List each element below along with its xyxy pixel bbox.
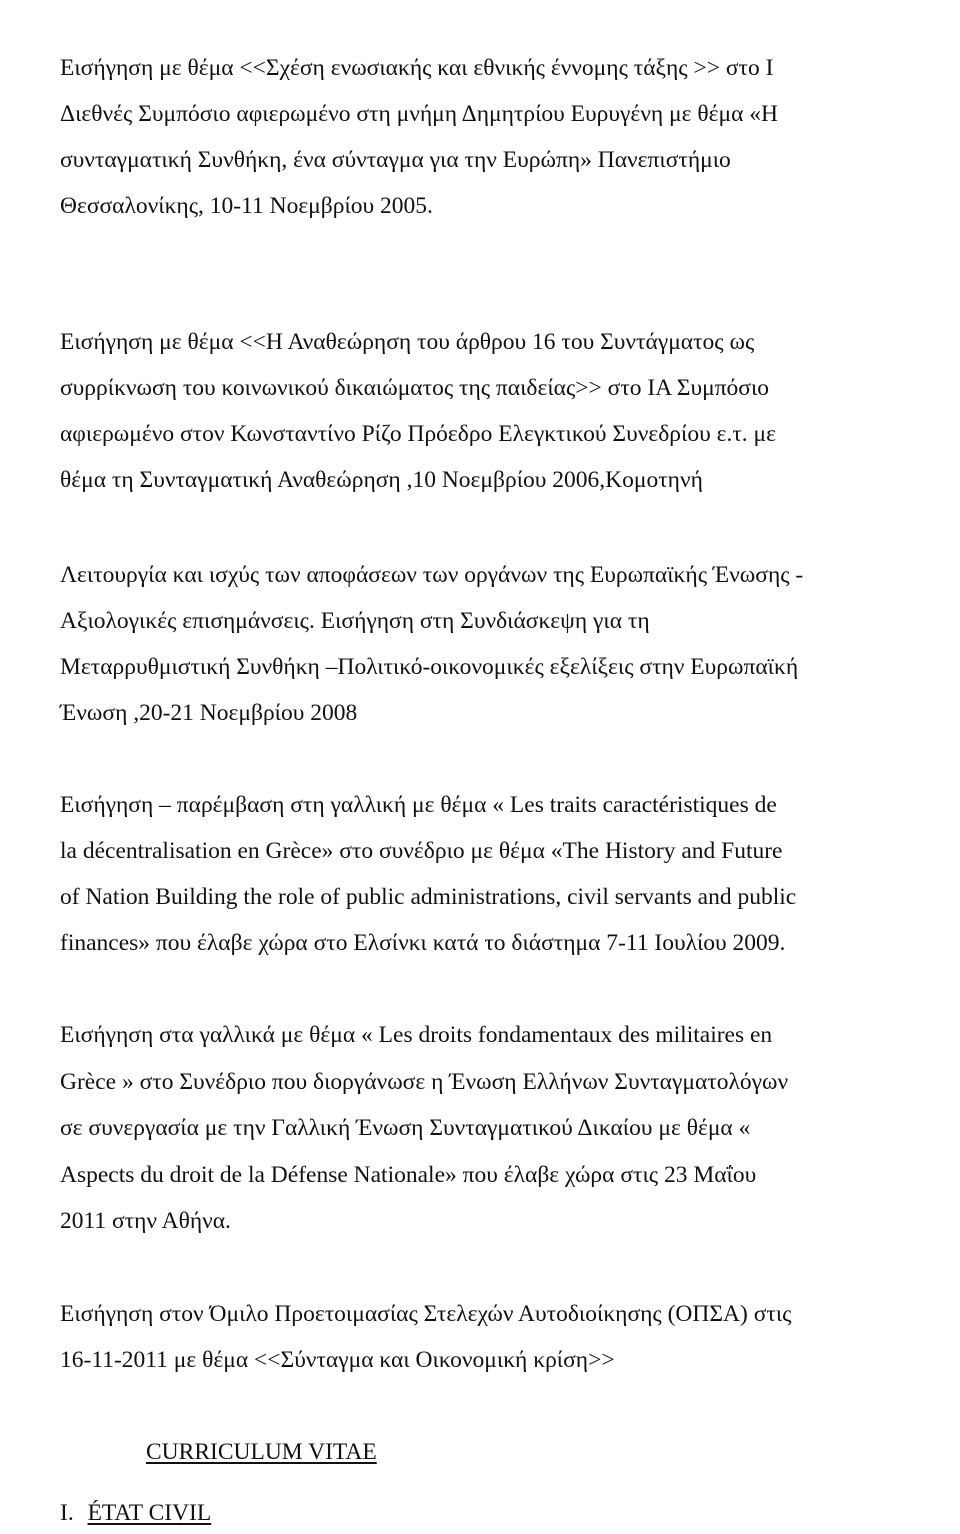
cv-heading: CURRICULUM VITAE [146, 1439, 377, 1465]
paragraph-conference-2011-athens [60, 1012, 920, 1245]
paragraph-conference-2008 [60, 552, 920, 736]
text-line: Εισήγηση με θέμα <<Σχέση ενωσιακής και εθνικής έννομης τάξης >> στο Ι [60, 55, 774, 81]
section-title: ÉTAT CIVIL [87, 1500, 212, 1526]
text-line: Aspects du droit de la Défense Nationale» που έλαβε χώρα στις 23 Μαΐου [60, 1161, 757, 1188]
text-line: Εισήγηση στα γαλλικά με θέμα « Les droits fondamentaux des militaires en [60, 1022, 773, 1048]
text-line: 2011 στην Αθήνα. [60, 1208, 231, 1234]
text-line: Μεταρρυθμιστική Συνθήκη –Πολιτικό-οικονομικές εξελίξεις στην Ευρωπαϊκή [60, 654, 799, 680]
text-line: Διεθνές Συμπόσιο αφιερωμένο στη μνήμη Δημητρίου Ευρυγένη με θέμα «Η [60, 101, 779, 127]
text-line: σε συνεργασία με την Γαλλική Ένωση Συνταγματικού Δικαίου με θέμα « [60, 1115, 751, 1141]
section-number: I. [60, 1500, 74, 1526]
text-line: 16-11-2011 με θέμα <<Σύνταγμα και Οικονομική κρίση>> [60, 1347, 615, 1373]
text-line: Εισήγηση στον Όμιλο Προετοιμασίας Στελεχών Αυτοδιοίκησης (ΟΠΣΑ) στις [60, 1301, 792, 1327]
paragraph-conference-2005 [60, 45, 920, 229]
text-line: Εισήγηση – παρέμβαση στη γαλλική με θέμα « Les traits caractéristiques de [60, 792, 777, 818]
text-line: finances» που έλαβε χώρα στο Ελσίνκι κατά το διάστημα 7-11 Ιουλίου 2009. [60, 930, 786, 956]
paragraph-opsa-2011 [60, 1291, 920, 1383]
section-heading [60, 1497, 211, 1529]
text-line: Grèce » στο Συνέδριο που διοργάνωσε η Ένωση Ελλήνων Συνταγματολόγων [60, 1068, 789, 1095]
text-line: Εισήγηση με θέμα <<Η Αναθεώρηση του άρθρου 16 του Συντάγματος ως [60, 329, 755, 355]
text-line: Θεσσαλονίκης, 10-11 Νοεμβρίου 2005. [60, 193, 433, 219]
text-line: θέμα τη Συνταγματική Αναθεώρηση ,10 Νοεμβρίου 2006,Κομοτηνή [60, 467, 703, 493]
text-line: of Nation Building the role of public administrations, civil servants and public [60, 884, 797, 910]
paragraph-conference-2006 [60, 319, 920, 503]
paragraph-conference-2009 [60, 782, 920, 966]
text-line: la décentralisation en Grèce» στο συνέδριο με θέμα «The History and Future [60, 838, 783, 864]
text-line: Λειτουργία και ισχύς των αποφάσεων των οργάνων της Ευρωπαϊκής Ένωσης - [60, 562, 804, 588]
text-line: συνταγματική Συνθήκη, ένα σύνταγμα για την Ευρώπη» Πανεπιστήμιο [60, 147, 731, 173]
text-line: συρρίκνωση του κοινωνικού δικαιώματος της παιδείας>> στο ΙΑ Συμπόσιο [60, 375, 770, 401]
text-line: Αξιολογικές επισημάνσεις. Εισήγηση στη Συνδιάσκεψη για τη [60, 608, 650, 634]
text-line: Ένωση ,20-21 Νοεμβρίου 2008 [60, 700, 358, 726]
text-line: αφιερωμένο στον Κωνσταντίνο Ρίζο Πρόεδρο Ελεγκτικού Συνεδρίου ε.τ. με [60, 421, 777, 447]
